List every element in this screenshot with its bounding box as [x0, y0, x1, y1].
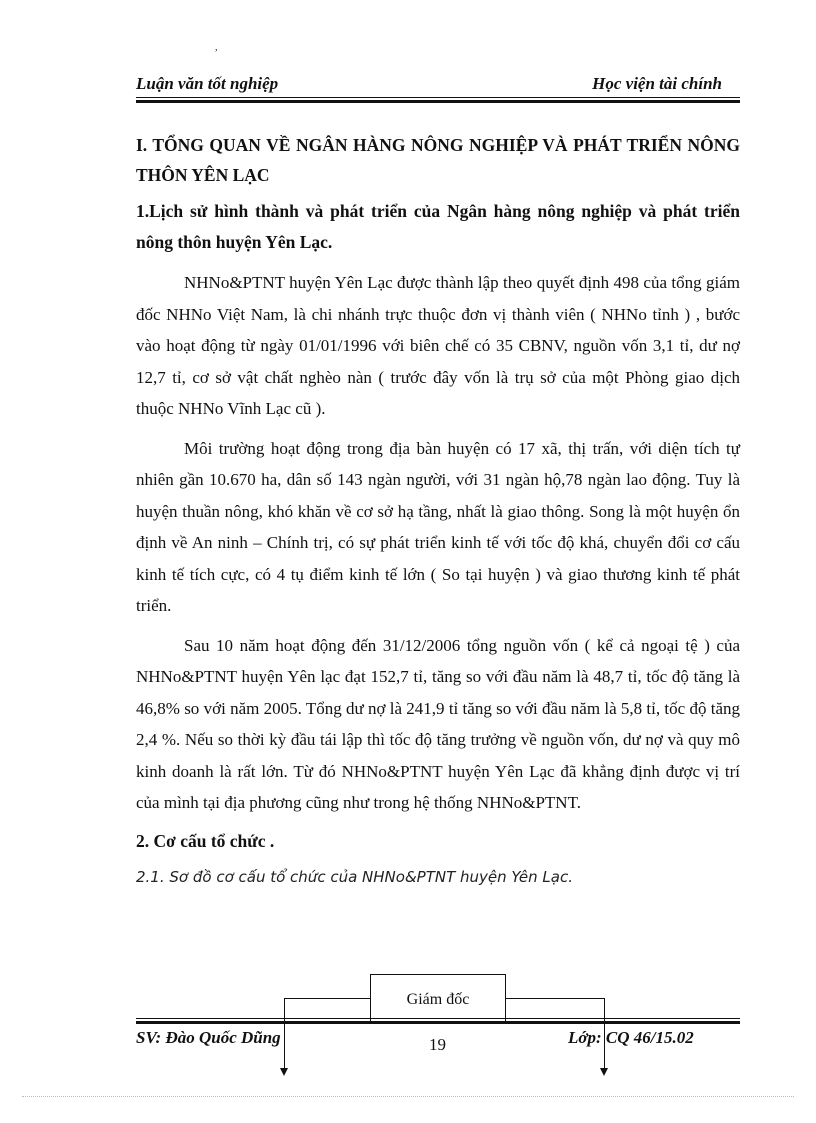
- org-connector-left: [284, 998, 370, 999]
- header-rule-thick: [136, 100, 740, 103]
- stray-mark: ,: [215, 42, 218, 53]
- footer-student-name: SV: Đào Quốc Dũng: [136, 1028, 281, 1047]
- header-rule-thin: [136, 97, 740, 98]
- org-chart-caption: 2.1. Sơ đồ cơ cấu tổ chức của NHNo&PTNT huyện Yên Lạc.: [136, 867, 573, 886]
- org-branch-left: [284, 998, 285, 1068]
- footer-rule-thin: [136, 1018, 740, 1019]
- footer-class-label: Lớp: CQ 46/15.02: [568, 1028, 694, 1047]
- header-thesis-label: Luận văn tốt nghiệp: [136, 74, 279, 93]
- paragraph-history: NHNo&PTNT huyện Yên Lạc được thành lập theo quyết định 498 của tổng giám đốc NHNo Việt Nam, là chi nhánh trực thuộc đơn vị thành viên ( NHNo tỉnh ) , bước vào hoạt động từ ngày 01/01/1996 với biên chế có 35 CBNV, nguồn vốn 3,1 tỉ, dư nợ 12,7 tỉ, cơ sở vật chất nghèo nàn ( trước đây vốn là trụ sở của một Phòng giao dịch thuộc NHNo Vĩnh Lạc cũ ).: [136, 273, 740, 418]
- header-institution-label: Học viện tài chính: [592, 74, 722, 93]
- org-connector-right: [506, 998, 605, 999]
- subsection-2-title: 2. Cơ cấu tổ chức .: [136, 830, 275, 851]
- section-title: I. TỔNG QUAN VỀ NGÂN HÀNG NÔNG NGHIỆP VÀ PHÁT TRIỂN NÔNG THÔN YÊN LẠC: [136, 135, 740, 185]
- page-number: 19: [429, 1035, 446, 1054]
- page-content: [136, 130, 740, 891]
- subsection-1-title: 1.Lịch sử hình thành và phát triển của Ngân hàng nông nghiệp và phát triển nông thôn huyện Yên Lạc.: [136, 201, 740, 252]
- paragraph-growth: Sau 10 năm hoạt động đến 31/12/2006 tổng nguồn vốn ( kể cả ngoại tệ ) của NHNo&PTNT huyện Yên lạc đạt 152,7 tỉ, tăng so với đầu năm là 48,7 tỉ, tốc độ tăng là 46,8% so với năm 2005. Tổng dư nợ là 241,9 tỉ tăng so với đầu năm là 5,8 tỉ, tốc độ tăng 2,4 %. Nếu so thời kỳ đầu tái lập thì tốc độ tăng trưởng về nguồn vốn, dư nợ và quy mô kinh doanh là rất lớn. Từ đó NHNo&PTNT huyện Yên Lạc đã khẳng định được vị trí của mình tại địa phương cũng như trong hệ thống NHNo&PTNT.: [136, 635, 740, 812]
- page-edge-divider: [22, 1096, 794, 1097]
- arrow-down-icon: [600, 1068, 608, 1076]
- paragraph-environment: Môi trường hoạt động trong địa bàn huyện có 17 xã, thị trấn, với diện tích tự nhiên gần 10.670 ha, dân số 143 ngàn người, với 31 ngàn hộ,78 ngàn lao động. Tuy là huyện thuần nông, khó khăn về cơ sở hạ tầng, nhất là giao thông. Song là một huyện ổn định về An ninh – Chính trị, có sự phát triển kinh tế với tốc độ khá, chuyển đổi cơ cấu kinh tế tích cực, có 4 tụ điểm kinh tế lớn ( So tại huyện ) và giao thương kinh tế phát triển.: [136, 438, 740, 615]
- footer-rule-thick: [136, 1021, 740, 1024]
- arrow-down-icon: [280, 1068, 288, 1076]
- org-box-director: Giám đốc: [370, 974, 506, 1024]
